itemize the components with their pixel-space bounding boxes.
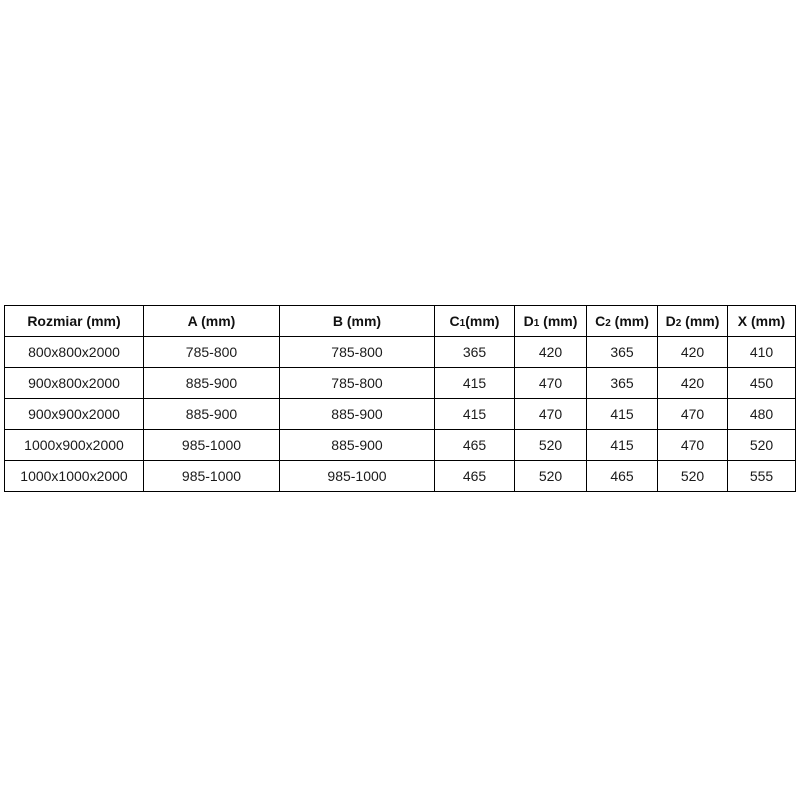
table-cell-b: 985-1000 [280, 461, 435, 492]
table-cell-rozmiar: 900x800x2000 [5, 368, 144, 399]
column-header-b [280, 306, 435, 337]
table-header [5, 306, 796, 337]
table-cell-x: 450 [728, 368, 796, 399]
table-cell-c1: 465 [435, 430, 515, 461]
header-subscript: 2 [605, 318, 611, 329]
table-cell-b: 885-900 [280, 430, 435, 461]
header-text: B (mm) [332, 313, 382, 329]
column-header-x [728, 306, 796, 337]
header-subscript: 2 [675, 318, 682, 329]
table-cell-a: 785-800 [144, 337, 280, 368]
table-cell-rozmiar: 1000x900x2000 [5, 430, 144, 461]
table-cell-b: 785-800 [280, 337, 435, 368]
header-text: X (mm) [737, 313, 786, 329]
table-cell-c2: 365 [587, 337, 658, 368]
table-cell-d2: 520 [658, 461, 728, 492]
size-table-container [4, 305, 796, 492]
table-cell-x: 520 [728, 430, 796, 461]
header-text: Rozmiar (mm) [27, 313, 121, 329]
table-cell-d1: 420 [515, 337, 587, 368]
header-text: A (mm) [187, 313, 236, 329]
table-cell-d1: 520 [515, 430, 587, 461]
table-cell-x: 410 [728, 337, 796, 368]
table-cell-d2: 420 [658, 368, 728, 399]
table-cell-d1: 520 [515, 461, 587, 492]
table-row [5, 368, 796, 399]
table-cell-a: 985-1000 [144, 461, 280, 492]
table-cell-d2: 470 [658, 399, 728, 430]
table-row [5, 337, 796, 368]
table-cell-c2: 415 [587, 399, 658, 430]
header-text: (mm) [465, 313, 500, 329]
header-text: C [595, 313, 606, 329]
table-cell-c1: 415 [435, 399, 515, 430]
table-cell-c1: 365 [435, 337, 515, 368]
table-cell-a: 885-900 [144, 399, 280, 430]
table-cell-d1: 470 [515, 399, 587, 430]
table-row [5, 461, 796, 492]
table-row [5, 430, 796, 461]
table-cell-c2: 465 [587, 461, 658, 492]
column-header-d2 [658, 306, 728, 337]
column-header-c2 [587, 306, 658, 337]
column-header-rozmiar [5, 306, 144, 337]
header-text: (mm) [539, 313, 578, 329]
table-cell-rozmiar: 900x900x2000 [5, 399, 144, 430]
table-body [5, 337, 796, 492]
header-text: (mm) [610, 313, 649, 329]
header-subscript: 1 [459, 318, 466, 329]
table-row [5, 399, 796, 430]
table-cell-d1: 470 [515, 368, 587, 399]
table-cell-b: 885-900 [280, 399, 435, 430]
column-header-a [144, 306, 280, 337]
column-header-c1 [435, 306, 515, 337]
table-cell-a: 885-900 [144, 368, 280, 399]
table-cell-rozmiar: 1000x1000x2000 [5, 461, 144, 492]
size-spec-table [4, 305, 796, 492]
header-text: D [523, 313, 534, 329]
column-header-d1 [515, 306, 587, 337]
header-subscript: 1 [533, 318, 540, 329]
table-cell-c2: 365 [587, 368, 658, 399]
table-cell-d2: 420 [658, 337, 728, 368]
header-text: D [665, 313, 676, 329]
header-text: (mm) [681, 313, 720, 329]
header-text: C [449, 313, 460, 329]
table-cell-x: 480 [728, 399, 796, 430]
table-cell-c1: 415 [435, 368, 515, 399]
table-cell-c2: 415 [587, 430, 658, 461]
table-cell-d2: 470 [658, 430, 728, 461]
table-cell-x: 555 [728, 461, 796, 492]
table-cell-c1: 465 [435, 461, 515, 492]
header-row [5, 306, 796, 337]
table-cell-b: 785-800 [280, 368, 435, 399]
table-cell-rozmiar: 800x800x2000 [5, 337, 144, 368]
table-cell-a: 985-1000 [144, 430, 280, 461]
